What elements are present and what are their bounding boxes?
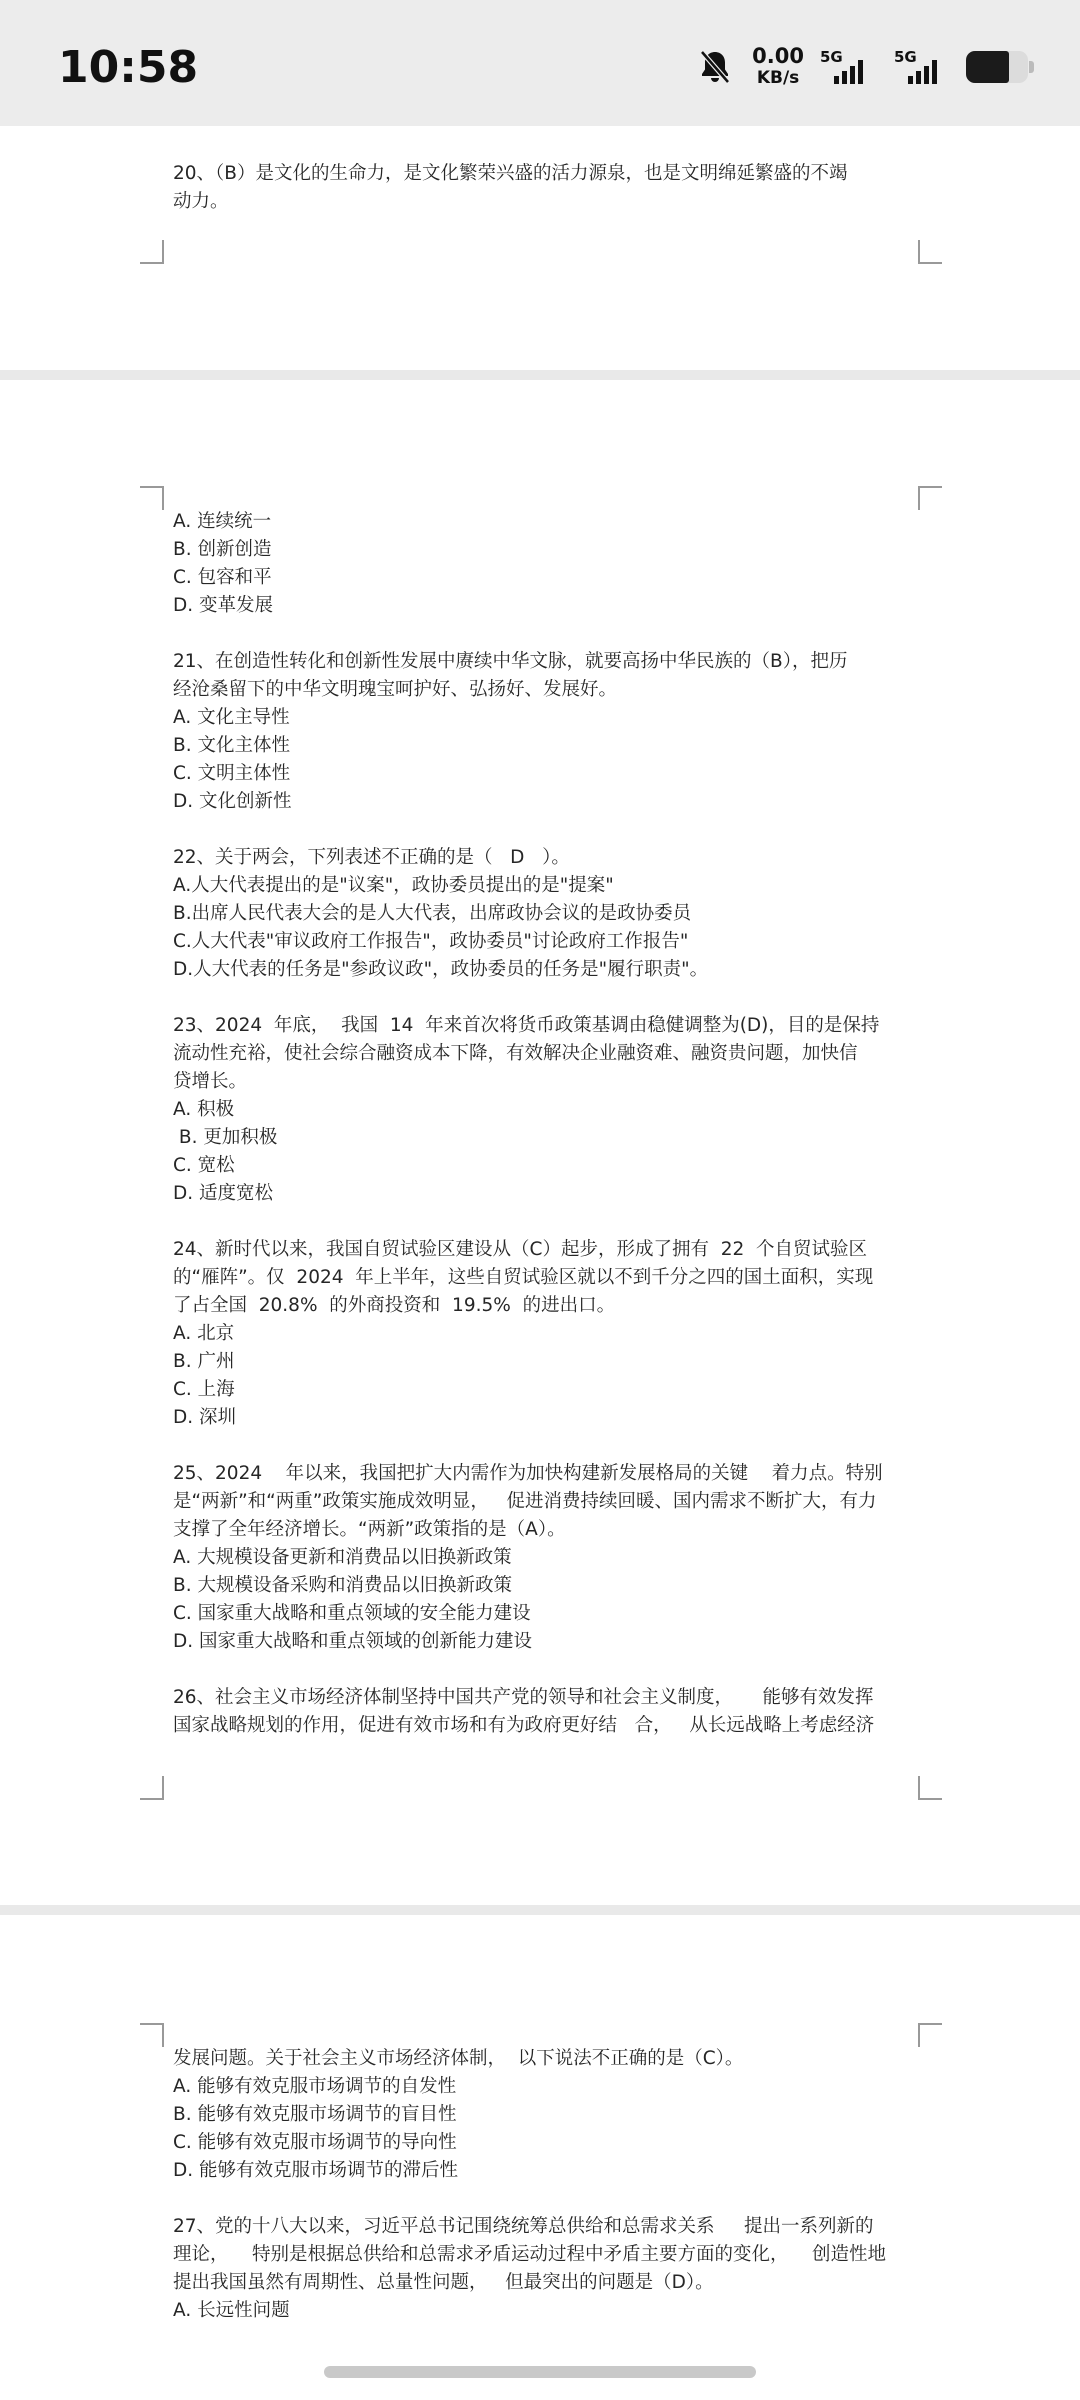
option-item: A. 长远性问题 — [173, 2300, 290, 2321]
question-text-line: 25、2024 年以来，我国把扩大内需作为加快构建新发展格局的关键 着力点。特别 — [173, 1463, 883, 1484]
question-27 — [173, 2213, 918, 2325]
option-item: B. 更加积极 — [173, 1127, 278, 1148]
question-23 — [173, 1012, 918, 1208]
question-text-line: 26、社会主义市场经济体制坚持中国共产党的领导和社会主义制度， 能够有效发挥 — [173, 1687, 874, 1708]
bell-muted-icon — [698, 48, 732, 86]
question-22 — [173, 844, 918, 984]
question-text-line: 提出我国虽然有周期性、总量性问题， 但最突出的问题是（D）。 — [173, 2272, 714, 2293]
question-text-line: 流动性充裕，使社会综合融资成本下降，有效解决企业融资难、融资贵问题，加快信 — [173, 1043, 858, 1064]
option-item: A. 连续统一 — [173, 511, 272, 532]
option-item: C.人大代表"审议政府工作报告"，政协委员"讨论政府工作报告" — [173, 931, 689, 952]
question-text-line: 20、（B）是文化的生命力，是文化繁荣兴盛的活力源泉，也是文明绵延繁盛的不竭 — [173, 163, 848, 184]
option-item: B. 能够有效克服市场调节的盲目性 — [173, 2104, 457, 2125]
crop-mark — [918, 240, 942, 264]
network-speed — [752, 45, 804, 89]
question-25 — [173, 1460, 918, 1656]
option-item: A. 能够有效克服市场调节的自发性 — [173, 2076, 457, 2097]
question-text-line: 21、在创造性转化和创新性发展中赓续中华文脉，就要高扬中华民族的（B），把历 — [173, 651, 848, 672]
sim1-network-label: 5G — [820, 48, 843, 66]
question-text-line: 贷增长。 — [173, 1071, 248, 1092]
question-26-continued — [173, 2045, 918, 2185]
option-item: D. 国家重大战略和重点领域的创新能力建设 — [173, 1631, 533, 1652]
option-item: A. 文化主导性 — [173, 707, 290, 728]
battery-fill — [966, 51, 1009, 83]
clock: 10:58 — [58, 42, 199, 93]
question-text-line: 发展问题。关于社会主义市场经济体制， 以下说法不正确的是（C）。 — [173, 2048, 744, 2069]
question-text-line: 27、党的十八大以来，习近平总书记围绕统筹总供给和总需求关系 提出一系列新的 — [173, 2216, 874, 2237]
crop-mark — [140, 1776, 164, 1800]
gesture-navigation-bar[interactable] — [324, 2366, 756, 2378]
option-item: B. 文化主体性 — [173, 735, 290, 756]
question-text-line: 23、2024 年底， 我国 14 年来首次将货币政策基调由稳健调整为(D)，目的是保持 — [173, 1015, 880, 1036]
question-text-line: 是“两新”和“两重”政策实施成效明显， 促进消费持续回暖、国内需求不断扩大，有力 — [173, 1491, 877, 1512]
question-20 — [173, 160, 918, 216]
option-item: D. 深圳 — [173, 1407, 237, 1428]
question-20-options — [173, 508, 918, 620]
battery-icon — [966, 51, 1028, 83]
signal-sim1-icon — [820, 44, 878, 90]
option-item: A. 大规模设备更新和消费品以旧换新政策 — [173, 1547, 512, 1568]
crop-mark — [140, 486, 164, 510]
option-item: B. 广州 — [173, 1351, 235, 1372]
question-24 — [173, 1236, 918, 1432]
status-bar — [0, 0, 1080, 126]
question-text-line: 22、关于两会，下列表述不正确的是（ D ）。 — [173, 847, 570, 868]
question-text-line: 了占全国 20.8% 的外商投资和 19.5% 的进出口。 — [173, 1295, 616, 1316]
document-page-2[interactable] — [0, 380, 1080, 1905]
crop-mark — [140, 240, 164, 264]
question-text-line: 理论， 特别是根据总供给和总需求矛盾运动过程中矛盾主要方面的变化， 创造性地 — [173, 2244, 887, 2265]
crop-mark — [918, 2023, 942, 2047]
option-item: C. 宽松 — [173, 1155, 235, 1176]
document-page-3[interactable] — [0, 1915, 1080, 2400]
sim2-network-label: 5G — [894, 48, 917, 66]
option-item: A. 积极 — [173, 1099, 235, 1120]
option-item: A.人大代表提出的是"议案"，政协委员提出的是"提案" — [173, 875, 614, 896]
question-text-line: 24、新时代以来，我国自贸试验区建设从（C）起步，形成了拥有 22 个自贸试验区 — [173, 1239, 868, 1260]
question-text-line: 的“雁阵”。仅 2024 年上半年，这些自贸试验区就以不到千分之四的国土面积，实现 — [173, 1267, 874, 1288]
question-text-line: 动力。 — [173, 191, 229, 212]
network-speed-value: 0.00 — [752, 44, 804, 68]
option-item: A. 北京 — [173, 1323, 235, 1344]
question-text-line: 经沧桑留下的中华文明瑰宝呵护好、弘扬好、发展好。 — [173, 679, 618, 700]
signal-sim2-icon — [894, 44, 952, 90]
page-3-content — [173, 2045, 918, 2325]
option-item: C. 能够有效克服市场调节的导向性 — [173, 2132, 457, 2153]
crop-mark — [918, 1776, 942, 1800]
question-text-line: 国家战略规划的作用，促进有效市场和有为政府更好结 合， 从长远战略上考虑经济 — [173, 1715, 875, 1736]
page-2-content — [173, 508, 918, 1740]
crop-mark — [918, 486, 942, 510]
question-21 — [173, 648, 918, 816]
option-item: D. 能够有效克服市场调节的滞后性 — [173, 2160, 459, 2181]
question-text-line: 支撑了全年经济增长。“两新”政策指的是（A）。 — [173, 1519, 566, 1540]
option-item: B. 大规模设备采购和消费品以旧换新政策 — [173, 1575, 512, 1596]
question-26 — [173, 1684, 918, 1740]
option-item: D. 变革发展 — [173, 595, 274, 616]
option-item: B. 创新创造 — [173, 539, 272, 560]
option-item: D.人大代表的任务是"参政议政"，政协委员的任务是"履行职责"。 — [173, 959, 709, 980]
crop-mark — [140, 2023, 164, 2047]
option-item: B.出席人民代表大会的是人大代表，出席政协会议的是政协委员 — [173, 903, 692, 924]
status-icons — [698, 44, 1028, 90]
option-item: C. 包容和平 — [173, 567, 272, 588]
option-item: C. 文明主体性 — [173, 763, 291, 784]
option-item: D. 适度宽松 — [173, 1183, 274, 1204]
option-item: C. 上海 — [173, 1379, 235, 1400]
option-item: D. 文化创新性 — [173, 791, 292, 812]
option-item: C. 国家重大战略和重点领域的安全能力建设 — [173, 1603, 531, 1624]
network-speed-unit: KB/s — [756, 68, 800, 88]
